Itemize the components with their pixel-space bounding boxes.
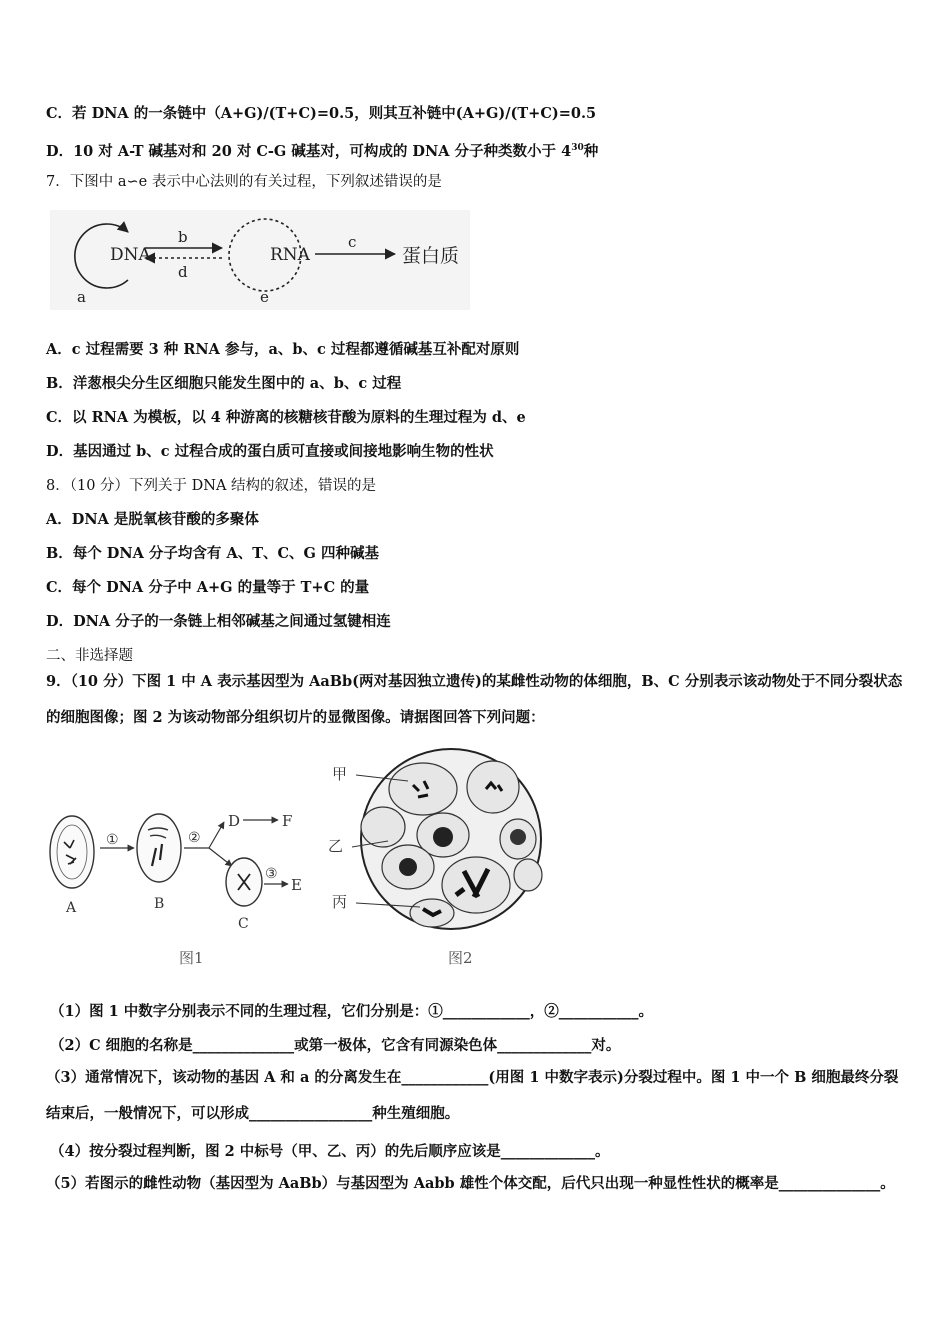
label-yi: 乙 bbox=[328, 837, 344, 855]
rna-label: RNA bbox=[270, 245, 310, 265]
q8-option-b: B．每个 DNA 分子均含有 A、T、C、G 四种碱基 bbox=[46, 545, 379, 562]
q7-option-b: B．洋葱根尖分生区细胞只能发生图中的 a、b、c 过程 bbox=[46, 375, 402, 392]
figure-1-cell-division bbox=[44, 800, 314, 975]
q6-option-d-text: D．10 对 A-T 碱基对和 20 对 C-G 碱基对，可构成的 DNA 分子种类数小于 4 bbox=[46, 142, 572, 160]
q6-option-c: C．若 DNA 的一条链中（A+G)/(T+C)=0.5，则其互补链中(A+G)/(T+C)=0.5 bbox=[46, 105, 597, 122]
figure-2-caption: 图2 bbox=[448, 949, 473, 967]
label-cell-b: B bbox=[154, 896, 165, 912]
section-heading: 二、非选择题 bbox=[46, 648, 133, 664]
label-process-3: ③ bbox=[265, 866, 278, 882]
q7-option-a: A．c 过程需要 3 种 RNA 参与，a、b、c 过程都遵循碱基互补配对原则 bbox=[46, 341, 520, 358]
label-process-2: ② bbox=[188, 830, 201, 846]
protein-label: 蛋白质 bbox=[402, 245, 460, 267]
label-cell-f: F bbox=[282, 812, 293, 830]
q9-sub1: （1）图 1 中数字分别表示不同的生理过程，它们分别是：①____________，②___________。 bbox=[50, 1003, 654, 1020]
label-cell-c: C bbox=[238, 916, 249, 932]
label-a: a bbox=[77, 288, 86, 306]
q9-sub3: （3）通常情况下，该动物的基因 A 和 a 的分离发生在____________(用图 1 中数字表示)分裂过程中。图 1 中一个 B 细胞最终分裂结束后，一般情况下，可以形成_________________种生殖细胞。 bbox=[46, 1069, 899, 1122]
q9-sub4: （4）按分裂过程判断，图 2 中标号（甲、乙、丙）的先后顺序应该是_____________。 bbox=[50, 1143, 610, 1160]
q7-option-c: C．以 RNA 为模板，以 4 种游离的核糖核苷酸为原料的生理过程为 d、e bbox=[46, 409, 526, 426]
label-cell-e: E bbox=[291, 876, 302, 894]
cell-b bbox=[137, 814, 181, 882]
q6-option-d-suffix: 种 bbox=[583, 142, 599, 160]
label-jia: 甲 bbox=[332, 765, 348, 783]
label-cell-d: D bbox=[228, 812, 241, 830]
q6-option-d bbox=[46, 138, 598, 162]
label-d: d bbox=[178, 263, 188, 281]
central-dogma-diagram bbox=[50, 210, 470, 310]
figure-1-caption: 图1 bbox=[179, 949, 204, 967]
q8-option-d: D．DNA 分子的一条链上相邻碱基之间通过氢键相连 bbox=[46, 613, 391, 630]
label-e: e bbox=[260, 288, 269, 306]
label-cell-a: A bbox=[66, 900, 77, 916]
label-process-1: ① bbox=[106, 832, 119, 848]
label-b: b bbox=[178, 228, 188, 246]
q8-option-a: A．DNA 是脱氧核苷酸的多聚体 bbox=[46, 511, 259, 528]
q6-option-d-exponent: 30 bbox=[571, 143, 584, 153]
dna-label: DNA bbox=[110, 245, 151, 265]
label-c: c bbox=[348, 233, 357, 251]
label-bing: 丙 bbox=[332, 893, 348, 911]
q8-option-c: C．每个 DNA 分子中 A+G 的量等于 T+C 的量 bbox=[46, 579, 370, 596]
q8-stem: 8．（10 分）下列关于 DNA 结构的叙述，错误的是 bbox=[46, 478, 377, 494]
q9-stem: 9．（10 分）下图 1 中 A 表示基因型为 AaBb(两对基因独立遗传)的某雌性动物的体细胞，B、C 分别表示该动物处于不同分裂状态的细胞图像；图 2 为该动物部分组织切片的显微图像。请据图回答下列问题： bbox=[46, 673, 903, 726]
figure-2-micrograph bbox=[328, 745, 548, 975]
q9-sub2: （2）C 细胞的名称是______________或第一极体，它含有同源染色体_____________对。 bbox=[50, 1037, 621, 1054]
q9-sub5: （5）若图示的雌性动物（基因型为 AaBb）与基因型为 Aabb 雄性个体交配，后代只出现一种显性性状的概率是______________。 bbox=[46, 1175, 895, 1192]
q7-stem: 7．下图中 a∽e 表示中心法则的有关过程，下列叙述错误的是 bbox=[46, 174, 442, 190]
q7-option-d: D．基因通过 b、c 过程合成的蛋白质可直接或间接地影响生物的性状 bbox=[46, 443, 494, 460]
